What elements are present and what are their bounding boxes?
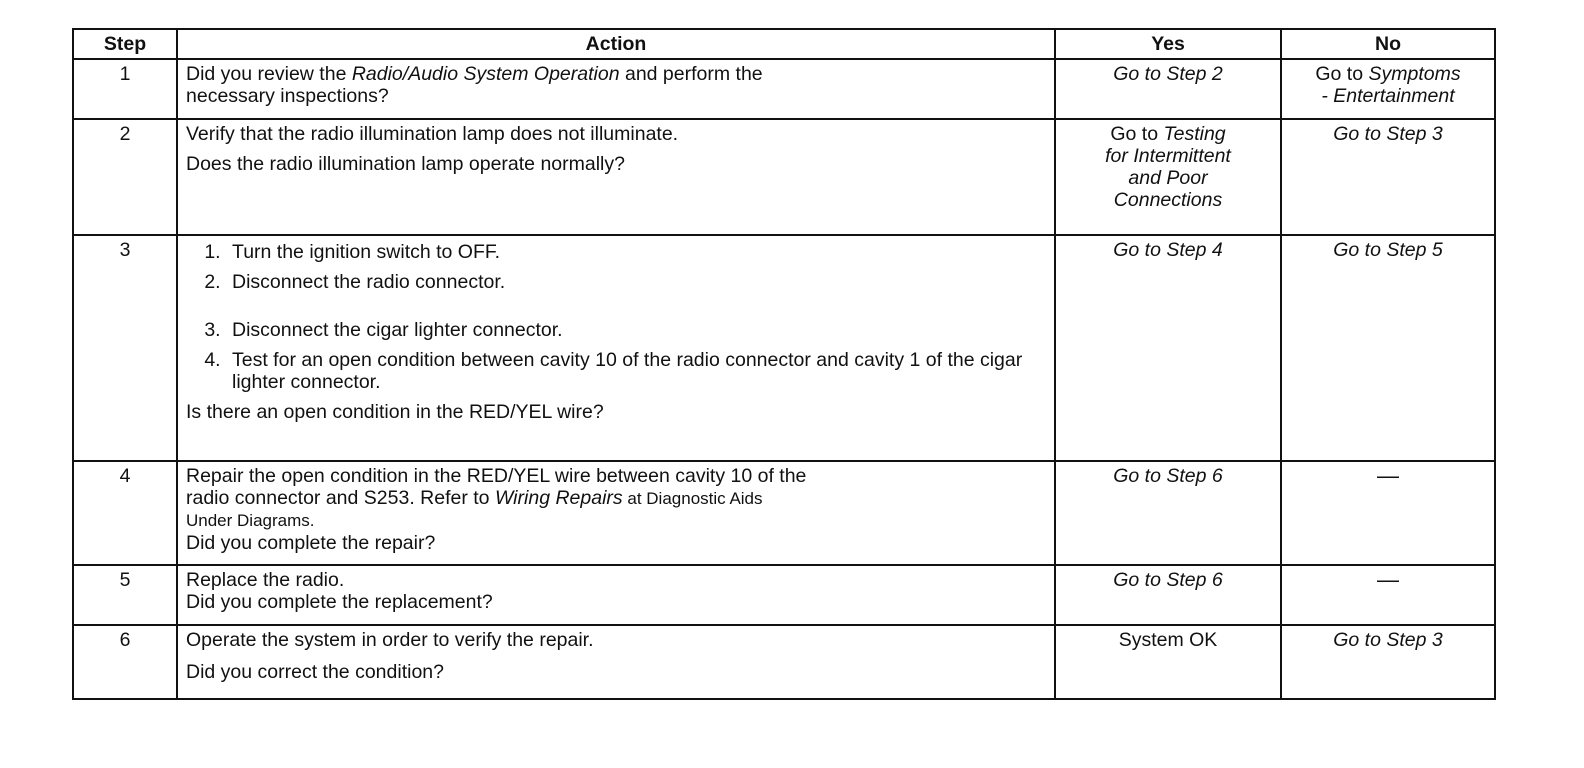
no-cell: —	[1281, 565, 1495, 625]
action-cell: Repair the open condition in the RED/YEL wire between cavity 10 of the radio connector and S253. Refer to Wiring Repairs at Diagnostic Aids Under Diagrams. Did you complete the repair?	[177, 461, 1055, 565]
yes-cell: Go to Step 6	[1055, 565, 1281, 625]
header-step: Step	[73, 29, 177, 59]
no-cell: Go to Step 3	[1281, 625, 1495, 699]
header-action: Action	[177, 29, 1055, 59]
header-yes: Yes	[1055, 29, 1281, 59]
step-number: 1	[73, 59, 177, 119]
no-cell: Go to Step 3	[1281, 119, 1495, 235]
no-cell: —	[1281, 461, 1495, 565]
action-cell: Verify that the radio illumination lamp does not illuminate. Does the radio illumination lamp operate normally?	[177, 119, 1055, 235]
table-row	[73, 119, 1495, 235]
list-item: 2. Disconnect the radio connector.	[226, 271, 1046, 293]
table-row	[73, 565, 1495, 625]
header-row	[73, 29, 1495, 59]
step-number: 4	[73, 461, 177, 565]
no-cell: Go to Symptoms - Entertainment	[1281, 59, 1495, 119]
list-item: 1. Turn the ignition switch to OFF.	[226, 241, 1046, 263]
action-cell: Operate the system in order to verify the repair. Did you correct the condition?	[177, 625, 1055, 699]
list-item: 3. Disconnect the cigar lighter connector.	[226, 319, 1046, 341]
table-row	[73, 59, 1495, 119]
table-row	[73, 625, 1495, 699]
yes-cell: System OK	[1055, 625, 1281, 699]
yes-cell: Go to Testing for Intermittent and Poor Connections	[1055, 119, 1281, 235]
list-item: 4. Test for an open condition between cavity 10 of the radio connector and cavity 1 of the cigar lighter connector.	[226, 349, 1046, 393]
step-number: 3	[73, 235, 177, 461]
yes-cell: Go to Step 6	[1055, 461, 1281, 565]
step-number: 5	[73, 565, 177, 625]
action-cell: Did you review the Radio/Audio System Operation and perform the necessary inspections?	[177, 59, 1055, 119]
yes-cell: Go to Step 4	[1055, 235, 1281, 461]
step-number: 6	[73, 625, 177, 699]
yes-cell: Go to Step 2	[1055, 59, 1281, 119]
step-question: Is there an open condition in the RED/YEL wire?	[186, 401, 604, 423]
no-cell: Go to Step 5	[1281, 235, 1495, 461]
step-number: 2	[73, 119, 177, 235]
table-row	[73, 235, 1495, 461]
action-cell: Replace the radio. Did you complete the replacement?	[177, 565, 1055, 625]
table-row	[73, 461, 1495, 565]
diagnostic-table	[72, 28, 1496, 700]
action-cell	[177, 235, 1055, 461]
header-no: No	[1281, 29, 1495, 59]
procedure-list	[186, 241, 1046, 393]
